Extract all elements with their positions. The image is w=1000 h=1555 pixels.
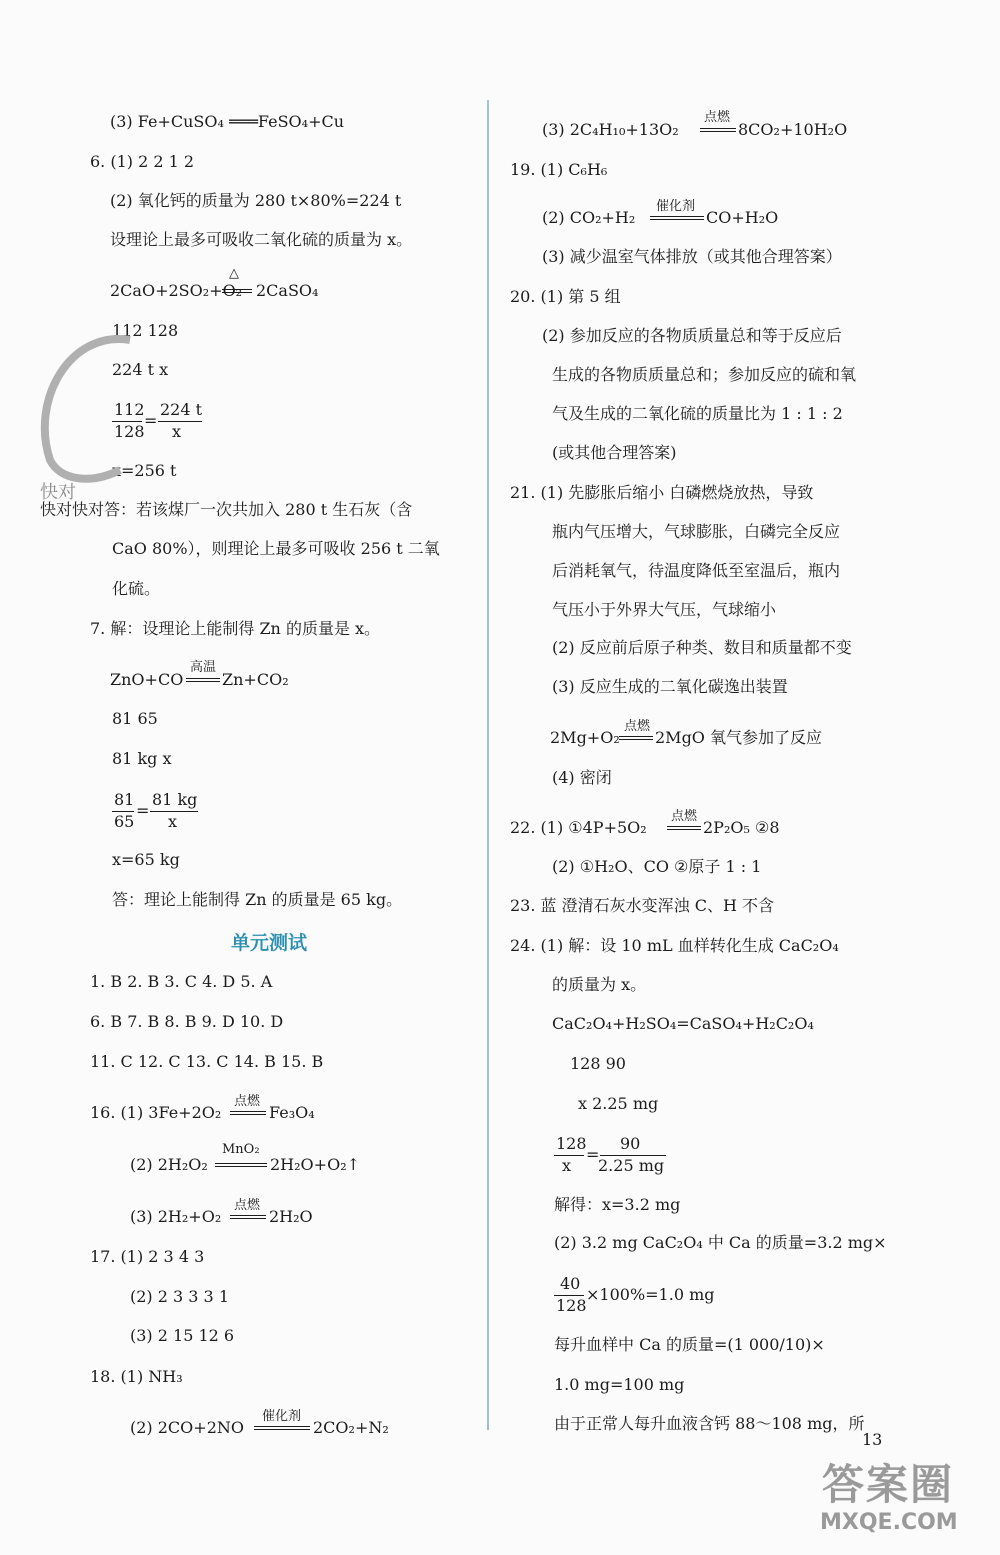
reaction-condition: 催化剂 [656,199,696,214]
reaction-condition: MnO₂ [222,1142,260,1157]
reaction-equals [650,216,704,220]
equation-right: 2CaSO₄ [256,281,319,300]
fraction-denominator: 128 [114,422,145,441]
proportion-fraction [554,1134,674,1178]
fraction-tail: ×100%=1.0 mg [586,1285,715,1304]
fraction-denominator: x [168,812,178,831]
answer-line: CaO 80%），则理论上最多可吸收 256 t 二氧 [112,539,440,558]
fraction-numerator: 40 [560,1274,581,1293]
answer-line: (2) 参加反应的各物质质量总和等于反应后 [542,326,842,345]
answer-line: 19. (1) C₆H₆ [510,160,608,179]
answer-line: 生成的各物质质量总和；参加反应的硫和氧 [552,365,857,384]
equation-left: 2Mg+O₂ [550,728,620,747]
answer-line: 快对快对答：若该煤厂一次共加入 280 t 生石灰（含 [40,500,413,519]
percentage-fraction [554,1274,754,1318]
reaction-equals [186,678,220,682]
answer-line: 每升血样中 Ca 的质量=(1 000/10)× [554,1335,825,1354]
reaction-equals [254,1426,310,1430]
reaction-equals [222,289,252,293]
reaction-condition: 点燃 [624,719,651,734]
watermark-logo [30,320,150,490]
reaction-condition: 点燃 [234,1198,261,1213]
answer-line: 17. (1) 2 3 4 3 [90,1247,205,1266]
watermark-url: MXQE.COM [820,1510,958,1535]
fraction-denominator: 65 [114,812,135,831]
equation-left: (2) 2H₂O₂ [130,1155,208,1174]
equation-right: Zn+CO₂ [222,670,289,689]
fraction-numerator: 128 [556,1134,587,1153]
answer-line: 解得：x=3.2 mg [554,1195,681,1214]
answer-line: 6. (1) 2 2 1 2 [90,152,195,171]
reaction-condition: 点燃 [671,809,698,824]
answer-line: 128 90 [570,1054,626,1073]
reaction-equals [667,826,701,830]
reaction-equals [700,128,736,132]
equation-right: 2H₂O [269,1207,313,1226]
equation-left: (2) 2CO+2NO [130,1418,244,1437]
equation-left: (2) CO₂+H₂ [542,208,636,227]
answer-line: 答：理论上能制得 Zn 的质量是 65 kg。 [112,890,403,909]
answer-line: (2) 氧化钙的质量为 280 t×80%=224 t [110,191,402,210]
page-number: 13 [862,1430,883,1449]
equation-left: 16. (1) 3Fe+2O₂ [90,1103,222,1122]
equation-right: 8CO₂+10H₂O [738,120,848,139]
fraction-equals: = [144,411,158,430]
equation-right: 2MgO 氧气参加了反应 [655,728,823,747]
fraction-numerator: 224 t [160,400,203,419]
answer-line: x=65 kg [112,850,180,869]
answer-line: (2) 3.2 mg CaC₂O₄ 中 Ca 的质量=3.2 mg× [554,1233,887,1252]
fraction-denominator: x [172,422,182,441]
answer-line: (3) 反应生成的二氧化碳逸出装置 [552,677,788,696]
answer-line: (3) Fe+CuSO₄ ═══FeSO₄+Cu [110,112,345,131]
reaction-condition: 高温 [190,660,217,675]
answer-line: CaC₂O₄+H₂SO₄=CaSO₄+H₂C₂O₄ [552,1014,814,1033]
fraction-numerator: 81 kg [152,790,198,809]
answer-line: 20. (1) 第 5 组 [510,287,621,306]
reaction-equals [230,1215,266,1219]
answer-line: 81 kg x [112,749,172,768]
answer-line: 24. (1) 解：设 10 mL 血样转化生成 CaC₂O₄ [510,936,839,955]
fraction-numerator: 112 [114,400,145,419]
equation-left: (3) 2H₂+O₂ [130,1207,222,1226]
section-heading: 单元测试 [231,932,308,954]
answer-line: x 2.25 mg [578,1094,659,1113]
fraction-numerator: 81 [114,790,135,809]
answer-line: 的质量为 x。 [552,975,647,994]
equation-left: 22. (1) ①4P+5O₂ [510,818,647,837]
equation-right: 2P₂O₅ ②8 [703,818,780,837]
fraction-denominator: x [562,1156,572,1175]
answer-line: 81 65 [112,709,158,728]
answer-line: (2) ①H₂O、CO ②原子 1 : 1 [552,857,762,876]
answer-line: 后消耗氧气，待温度降低至室温后，瓶内 [552,561,841,580]
reaction-equals [230,1111,266,1115]
reaction-equals [215,1163,267,1167]
answer-line: 21. (1) 先膨胀后缩小 白磷燃烧放热，导致 [510,483,814,502]
answer-line: 设理论上最多可吸收二氧化硫的质量为 x。 [110,230,413,249]
reaction-condition: △ [229,266,239,281]
answer-line: 18. (1) NH₃ [90,1367,183,1386]
answer-line: (或其他合理答案) [552,443,677,462]
reaction-condition: 点燃 [704,110,731,125]
answer-line: 化硫。 [112,579,161,598]
reaction-condition: 点燃 [234,1094,261,1109]
fraction-equals: = [586,1145,600,1164]
equation-left: 2CaO+2SO₂+O₂ [110,281,243,300]
answer-line: 由于正常人每升血液含钙 88～108 mg，所 [554,1414,865,1433]
answer-line: (4) 密闭 [552,768,612,787]
answer-line: 112 128 [112,321,179,340]
answer-line: 气压小于外界大气压，气球缩小 [552,600,777,619]
answer-line: 1.0 mg=100 mg [554,1375,685,1394]
reaction-equals [619,736,653,740]
answer-line: 6. B 7. B 8. B 9. D 10. D [90,1012,284,1031]
watermark-text: 快对 [40,482,76,503]
proportion-fraction [112,790,202,834]
watermark-brand: 答案圈 [822,1460,955,1509]
answer-line: (3) 2 15 12 6 [130,1326,235,1345]
fraction-equals: = [136,801,150,820]
answer-line: 1. B 2. B 3. C 4. D 5. A [90,972,273,991]
answer-line: 11. C 12. C 13. C 14. B 15. B [90,1052,324,1071]
fraction-numerator: 90 [620,1134,641,1153]
answer-line: 7. 解：设理论上能制得 Zn 的质量是 x。 [90,619,381,638]
equation-left: ZnO+CO [110,670,184,689]
fraction-denominator: 128 [556,1296,587,1315]
answer-line: 气及生成的二氧化硫的质量比为 1 : 1 : 2 [552,404,843,423]
answer-line: (2) 2 3 3 3 1 [130,1287,229,1306]
equation-right: CO+H₂O [706,208,779,227]
column-divider [487,100,489,1430]
answer-line: 瓶内气压增大，气球膨胀，白磷完全反应 [552,522,841,541]
equation-left: (3) 2C₄H₁₀+13O₂ [542,120,679,139]
answer-line: 23. 蓝 澄清石灰水变浑浊 C、H 不含 [510,896,774,915]
equation-right: 2H₂O+O₂↑ [270,1155,361,1174]
answer-line: (2) 反应前后原子种类、数目和质量都不变 [552,638,852,657]
answer-line: (3) 减少温室气体排放（或其他合理答案） [542,247,842,266]
answer-line: x=256 t [112,461,177,480]
fraction-denominator: 2.25 mg [598,1156,665,1175]
equation-right: Fe₃O₄ [269,1103,315,1122]
reaction-condition: 催化剂 [262,1409,302,1424]
answer-line: 224 t x [112,360,169,379]
equation-right: 2CO₂+N₂ [313,1418,389,1437]
